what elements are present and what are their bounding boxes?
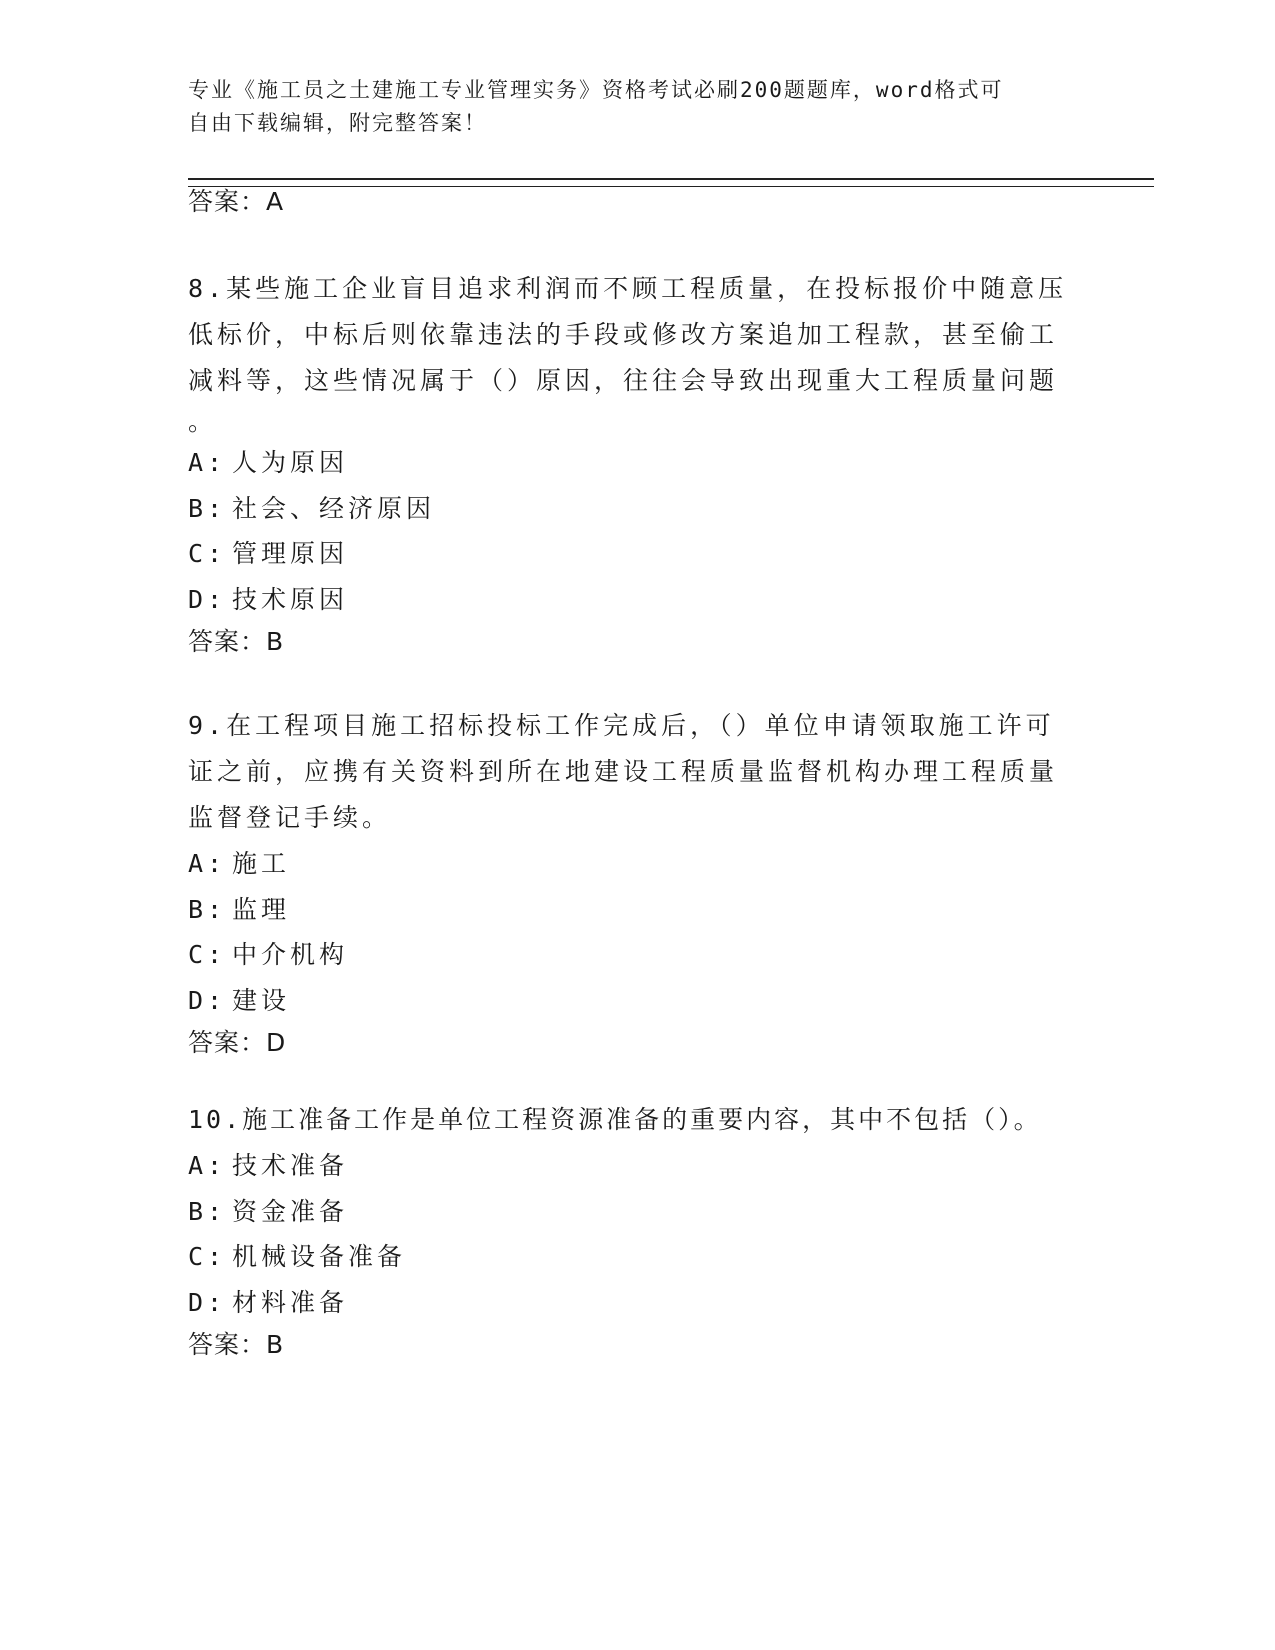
- option-text: 技术原因: [232, 584, 349, 614]
- option-a: [188, 841, 1068, 887]
- question-line: 监督登记手续。: [188, 803, 392, 832]
- option-d: [188, 1280, 1068, 1326]
- option-b: [188, 887, 1068, 933]
- header-line-2: 自由下载编辑，附完整答案！: [188, 111, 487, 135]
- option-d: [188, 577, 1068, 623]
- question-line: 8.某些施工企业盲目追求利润而不顾工程质量，在投标报价中随意压: [188, 274, 1068, 303]
- option-b: [188, 486, 1068, 532]
- option-text: 资金准备: [232, 1196, 349, 1226]
- option-c: [188, 932, 1068, 978]
- option-key: D:: [188, 584, 227, 614]
- option-key: B:: [188, 894, 227, 924]
- option-text: 施工: [232, 849, 291, 878]
- option-c: [188, 1234, 1068, 1280]
- question-line: 。: [188, 407, 218, 436]
- option-d: [188, 978, 1068, 1024]
- option-c: [188, 531, 1068, 577]
- question-block-10: [188, 1097, 1068, 1365]
- option-text: 中介机构: [232, 940, 349, 969]
- option-key: D:: [188, 985, 227, 1015]
- option-key: A:: [188, 448, 227, 477]
- answer-label: 答案：B: [188, 627, 285, 656]
- question-block-9: [188, 703, 1068, 1063]
- option-text: 机械设备准备: [232, 1242, 407, 1271]
- question-line: 10.施工准备工作是单位工程资源准备的重要内容，其中不包括（）。: [188, 1105, 1042, 1134]
- option-key: A:: [188, 1151, 227, 1180]
- answer-label: 答案：D: [188, 1028, 287, 1057]
- option-text: 管理原因: [232, 539, 349, 568]
- option-key: A:: [188, 849, 227, 878]
- question-line: 证之前，应携有关资料到所在地建设工程质量监督机构办理工程质量: [188, 757, 1059, 786]
- option-b: [188, 1189, 1068, 1235]
- option-key: C:: [188, 539, 227, 568]
- option-text: 建设: [232, 985, 291, 1015]
- question-line: 9.在工程项目施工招标投标工作完成后，（）单位申请领取施工许可: [188, 711, 1055, 740]
- option-key: D:: [188, 1287, 227, 1317]
- option-text: 监理: [232, 894, 291, 924]
- document-header: [188, 74, 1068, 140]
- option-a: [188, 440, 1068, 486]
- answer-label: 答案：B: [188, 1330, 285, 1359]
- option-a: [188, 1143, 1068, 1189]
- option-text: 社会、经济原因: [232, 493, 436, 523]
- option-text: 材料准备: [232, 1287, 349, 1317]
- previous-answer: 答案：A: [188, 187, 285, 216]
- option-key: C:: [188, 940, 227, 969]
- question-text: [188, 703, 1068, 841]
- question-block-8: [188, 266, 1068, 662]
- question-text: [188, 1097, 1068, 1143]
- header-line-1: 专业《施工员之土建施工专业管理实务》资格考试必刷200题题库，word格式可: [188, 78, 1004, 102]
- option-key: B:: [188, 493, 227, 523]
- option-text: 技术准备: [232, 1151, 349, 1180]
- option-key: C:: [188, 1242, 227, 1271]
- question-line: 低标价，中标后则依靠违法的手段或修改方案追加工程款，甚至偷工: [188, 320, 1059, 349]
- question-line: 减料等，这些情况属于（）原因，往往会导致出现重大工程质量问题: [188, 366, 1059, 395]
- option-text: 人为原因: [232, 448, 349, 477]
- option-key: B:: [188, 1196, 227, 1226]
- question-text: [188, 266, 1068, 440]
